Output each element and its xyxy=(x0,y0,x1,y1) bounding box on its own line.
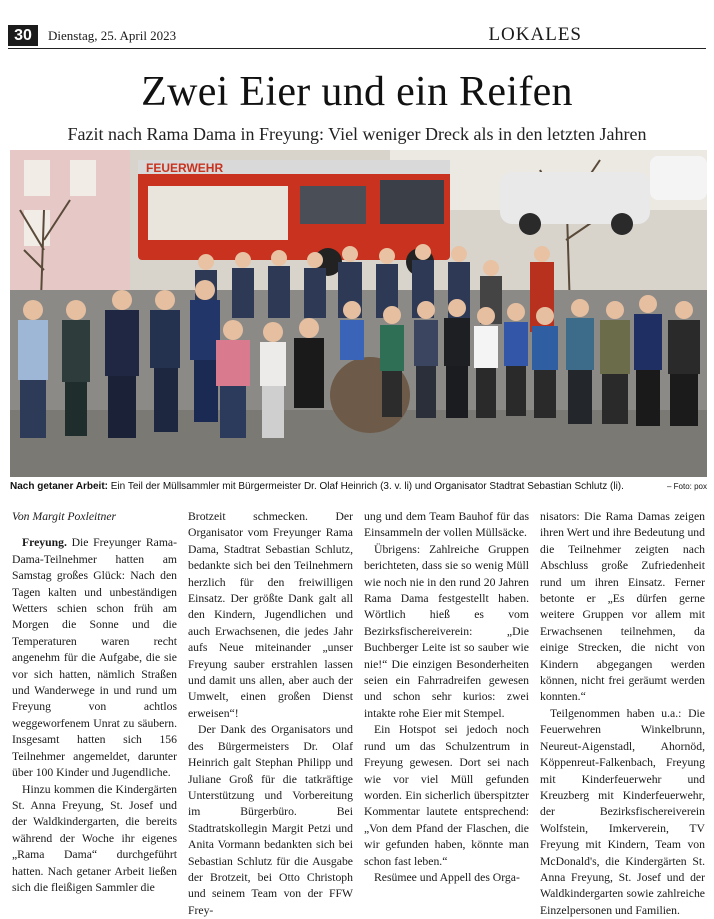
byline: Von Margit Poxleitner xyxy=(12,510,117,523)
headline: Zwei Eier und ein Reifen xyxy=(141,69,573,115)
paragraph: Ein Hotspot sei jedoch noch rund um das Schulzentrum in Freyung gewesen. Dort sei nach wie vor viel Müll gefunden worden. Ein sicherlich überspitzter Kommentar lautete entsprechend: „Von dem Pfand der Flaschen, die wir gefunden haben, könnte man schon fast leben.“ xyxy=(364,723,529,868)
paragraph: Übrigens: Zahlreiche Gruppen berichteten, dass sie so wenig Müll wie noch nie in den rund 20 Jahren Rama Dama festgestellt haben. Wörtlich hieß es vom Bezirksfischereiverein: „Die Buchberger Leite ist so sauber wie nie!“ Die einzigen Besonderheiten seien ein Fahrradreifen gewesen und schon sehr kurios: zwei intakte rohe Eier mit Stempel. xyxy=(364,542,529,720)
photo-caption xyxy=(10,481,707,492)
fire-truck xyxy=(138,160,450,276)
text-column-2 xyxy=(188,509,353,917)
paragraph: ung und dem Team Bauhof für das Einsammeln der vollen Müllsäcke. xyxy=(364,510,529,540)
paragraph: nisators: Die Rama Damas zeigen ihren Wert und ihre Bedeutung und die Teilnehmer zeigten nach Abschluss große Zufriedenheit rund um ihren Einsatz. Ferner betonte er „Es dürfen gerne weitere Gruppen vor allem mit Erwachsenen teilnehmen, da einige Strecken, die nicht von Kindern abgegangen werden können, nicht frei geräumt werden konnten.“ xyxy=(540,510,705,704)
article-body xyxy=(12,509,706,917)
paragraph: Brotzeit schmecken. Der Organisator vom Freyunger Rama Dama, Stadtrat Sebastian Schlutz, bedankte sich bei den Teilnehmern herzlich für den freiwilligen Einsatz. Der größte Dank galt all den Kindern, Jugendlichen und auch Erwachsenen, die jedes Jahr aufs Neue miteinander „unser Freyung sauber erstrahlen lassen und damit uns allen, aber auch der Umwelt, einen großen Dienst erweisen“! xyxy=(188,510,353,720)
photo-credit: – Foto: pox xyxy=(666,482,707,491)
group-photo-illustration xyxy=(10,150,707,477)
paragraph: Teilgenommen haben u.a.: Die Feuerwehren Winkelbrunn, Neureut-Aigenstadl, Ahornöd, Köppenreut-Falkenbach, Freyung mit Kinderfeuerwehr und Kreuzberg mit Kinderfeuerwehr, der Bezirksfischereiverein Wolfstein, Imkerverein, TV Freyung mit Kindern, Team von McDonald's, die Kindergärten St. Anna Freyung, St. Josef und der Waldkindergarten sowie zahlreiche Einzelpersonen und Familien. xyxy=(540,706,705,917)
subheadline: Fazit nach Rama Dama in Freyung: Viel weniger Dreck als in den letzten Jahren xyxy=(67,124,647,144)
paragraph-text: Die Freyunger Rama-Dama-Teilnehmer hatten am Samstag großes Glück: Nach den Tagen kalten und unbeständigen Wetters schien schon früh am Morgen die Sonne und die Temperaturen waren recht angenehm für die Aufgabe, die sie vor sich hatten, nämlich Straßen und Wanderwege in und rund um Freyung von achtlos weggeworfenem Unrat zu säubern. Insgesamt hatten sich 156 Teilnehmer angemeldet, darunter über 100 Kinder und Jugendliche. xyxy=(12,536,177,780)
paragraph: Der Dank des Organisators und des Bürgermeisters Dr. Olaf Heinrich galt Stephan Philipp und Juliane Groß für die tatkräftige Unterstützung und Vorbereitung im Bürgerbüro. Bei Stadtratskollegin Margit Petzi und Anita Vormann bedankten sich bei Sebastian Schlutz für die Ausgabe der Brotzeit, bei Otto Christoph und seinem Team von der FFW Frey- xyxy=(188,723,353,917)
text-column-3 xyxy=(364,509,529,884)
text-column-1 xyxy=(12,509,177,894)
caption-lead: Nach getaner Arbeit: xyxy=(10,481,108,492)
page-number: 30 xyxy=(8,25,38,46)
caption-text: Ein Teil der Müllsammler mit Bürgermeister Dr. Olaf Heinrich (3. v. li) und Organisator Stadtrat Sebastian Schlutz (li). xyxy=(110,481,624,492)
group-photo xyxy=(10,150,707,477)
paragraph xyxy=(12,535,177,781)
header-rule xyxy=(8,48,706,49)
section-name: LOKALES xyxy=(488,24,582,45)
paragraph: Resümee und Appell des Orga- xyxy=(374,870,520,884)
paragraph: Hinzu kommen die Kindergärten St. Anna Freyung, St. Josef und der Waldkindergarten, die bereits während der Woche ihr eigenes „Rama Dama“ durchgeführt hatten. Nach getaner Arbeit ließen sich die fleißigen Sammler die xyxy=(12,782,177,894)
truck-label: FEUERWEHR xyxy=(146,161,224,175)
dateline: Freyung. xyxy=(22,536,67,550)
issue-date: Dienstag, 25. April 2023 xyxy=(48,28,177,43)
page-header xyxy=(8,25,706,47)
text-column-4 xyxy=(540,509,705,917)
